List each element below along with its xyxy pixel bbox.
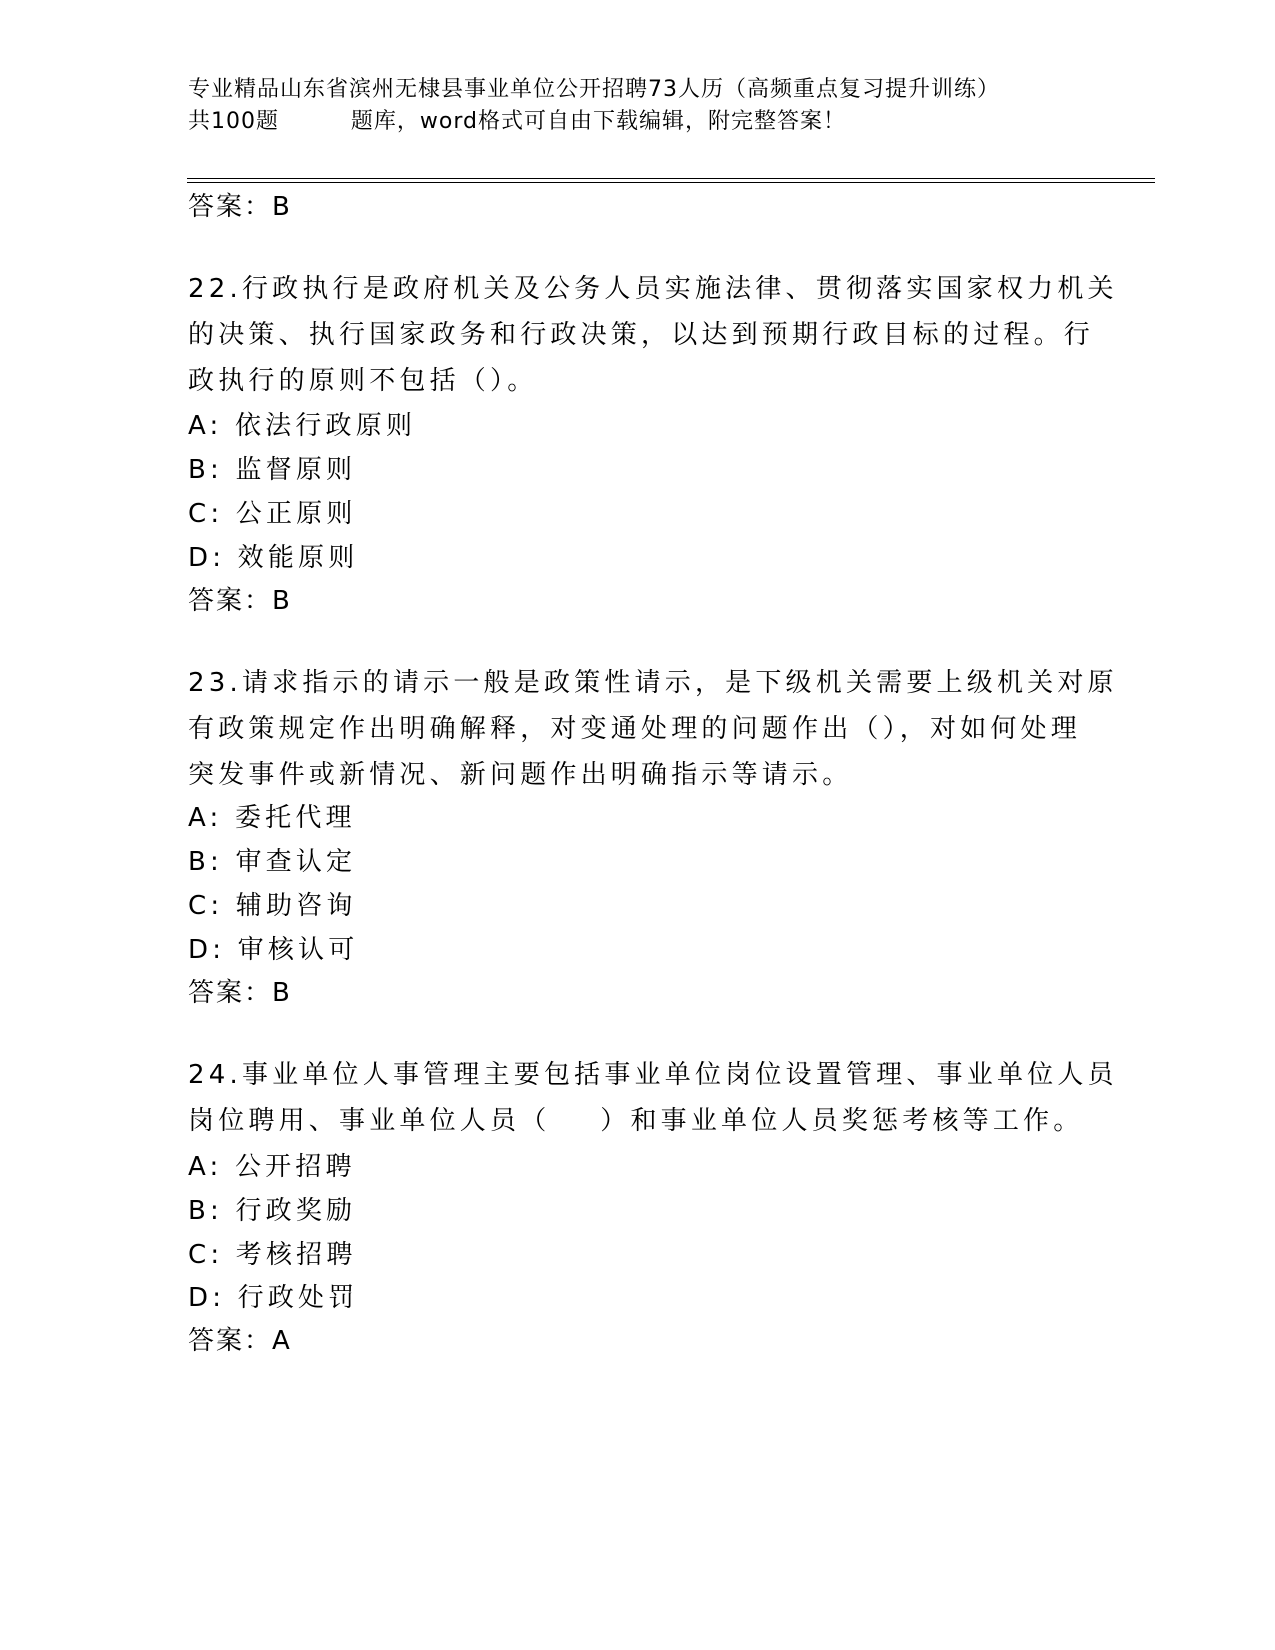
question-23-option-a: A: 委托代理	[188, 803, 356, 833]
question-22-text	[188, 266, 1118, 404]
question-23-answer: 答案：B	[188, 978, 292, 1008]
header-title-line-1: 专业精品山东省滨州无棣县事业单位公开招聘73人历（高频重点复习提升训练）	[188, 77, 1000, 102]
question-24-option-b: B: 行政奖励	[188, 1196, 357, 1226]
question-line: 岗位聘用、事业单位人员（ ）和事业单位人员奖惩考核等工作。	[188, 1106, 1084, 1136]
question-24-option-a: A: 公开招聘	[188, 1152, 356, 1182]
question-line: 22.行政执行是政府机关及公务人员实施法律、贯彻落实国家权力机关	[188, 274, 1118, 304]
question-23-text	[188, 660, 1118, 798]
question-24-text	[188, 1052, 1118, 1144]
question-24-answer: 答案：A	[188, 1326, 292, 1356]
question-23-option-b: B: 审查认定	[188, 847, 357, 877]
question-22-option-a: A: 依法行政原则	[188, 411, 417, 441]
header-title-line-2: 共100题 题库，word格式可自由下载编辑，附完整答案！	[188, 109, 847, 134]
question-22-option-b: B: 监督原则	[188, 455, 357, 485]
question-24-option-c: C: 考核招聘	[188, 1240, 357, 1270]
question-line: 政执行的原则不包括（）。	[188, 366, 538, 396]
question-line: 的决策、执行国家政务和行政决策，以达到预期行政目标的过程。行	[188, 320, 1095, 350]
question-22-option-d: D: 效能原则	[188, 543, 359, 573]
question-23-option-c: C: 辅助咨询	[188, 891, 357, 921]
header-divider-thick	[187, 178, 1155, 179]
question-23-option-d: D: 审核认可	[188, 935, 359, 965]
question-line: 24.事业单位人事管理主要包括事业单位岗位设置管理、事业单位人员	[188, 1060, 1118, 1090]
document-header	[188, 74, 1148, 138]
question-line: 突发事件或新情况、新问题作出明确指示等请示。	[188, 760, 853, 790]
question-line: 有政策规定作出明确解释，对变通处理的问题作出（），对如何处理	[188, 714, 1082, 744]
previous-answer: 答案：B	[188, 192, 292, 222]
question-line: 23.请求指示的请示一般是政策性请示，是下级机关需要上级机关对原	[188, 668, 1118, 698]
question-24-option-d: D: 行政处罚	[188, 1283, 359, 1313]
question-22-option-c: C: 公正原则	[188, 499, 357, 529]
header-divider-thin	[187, 182, 1155, 183]
question-22-answer: 答案：B	[188, 586, 292, 616]
